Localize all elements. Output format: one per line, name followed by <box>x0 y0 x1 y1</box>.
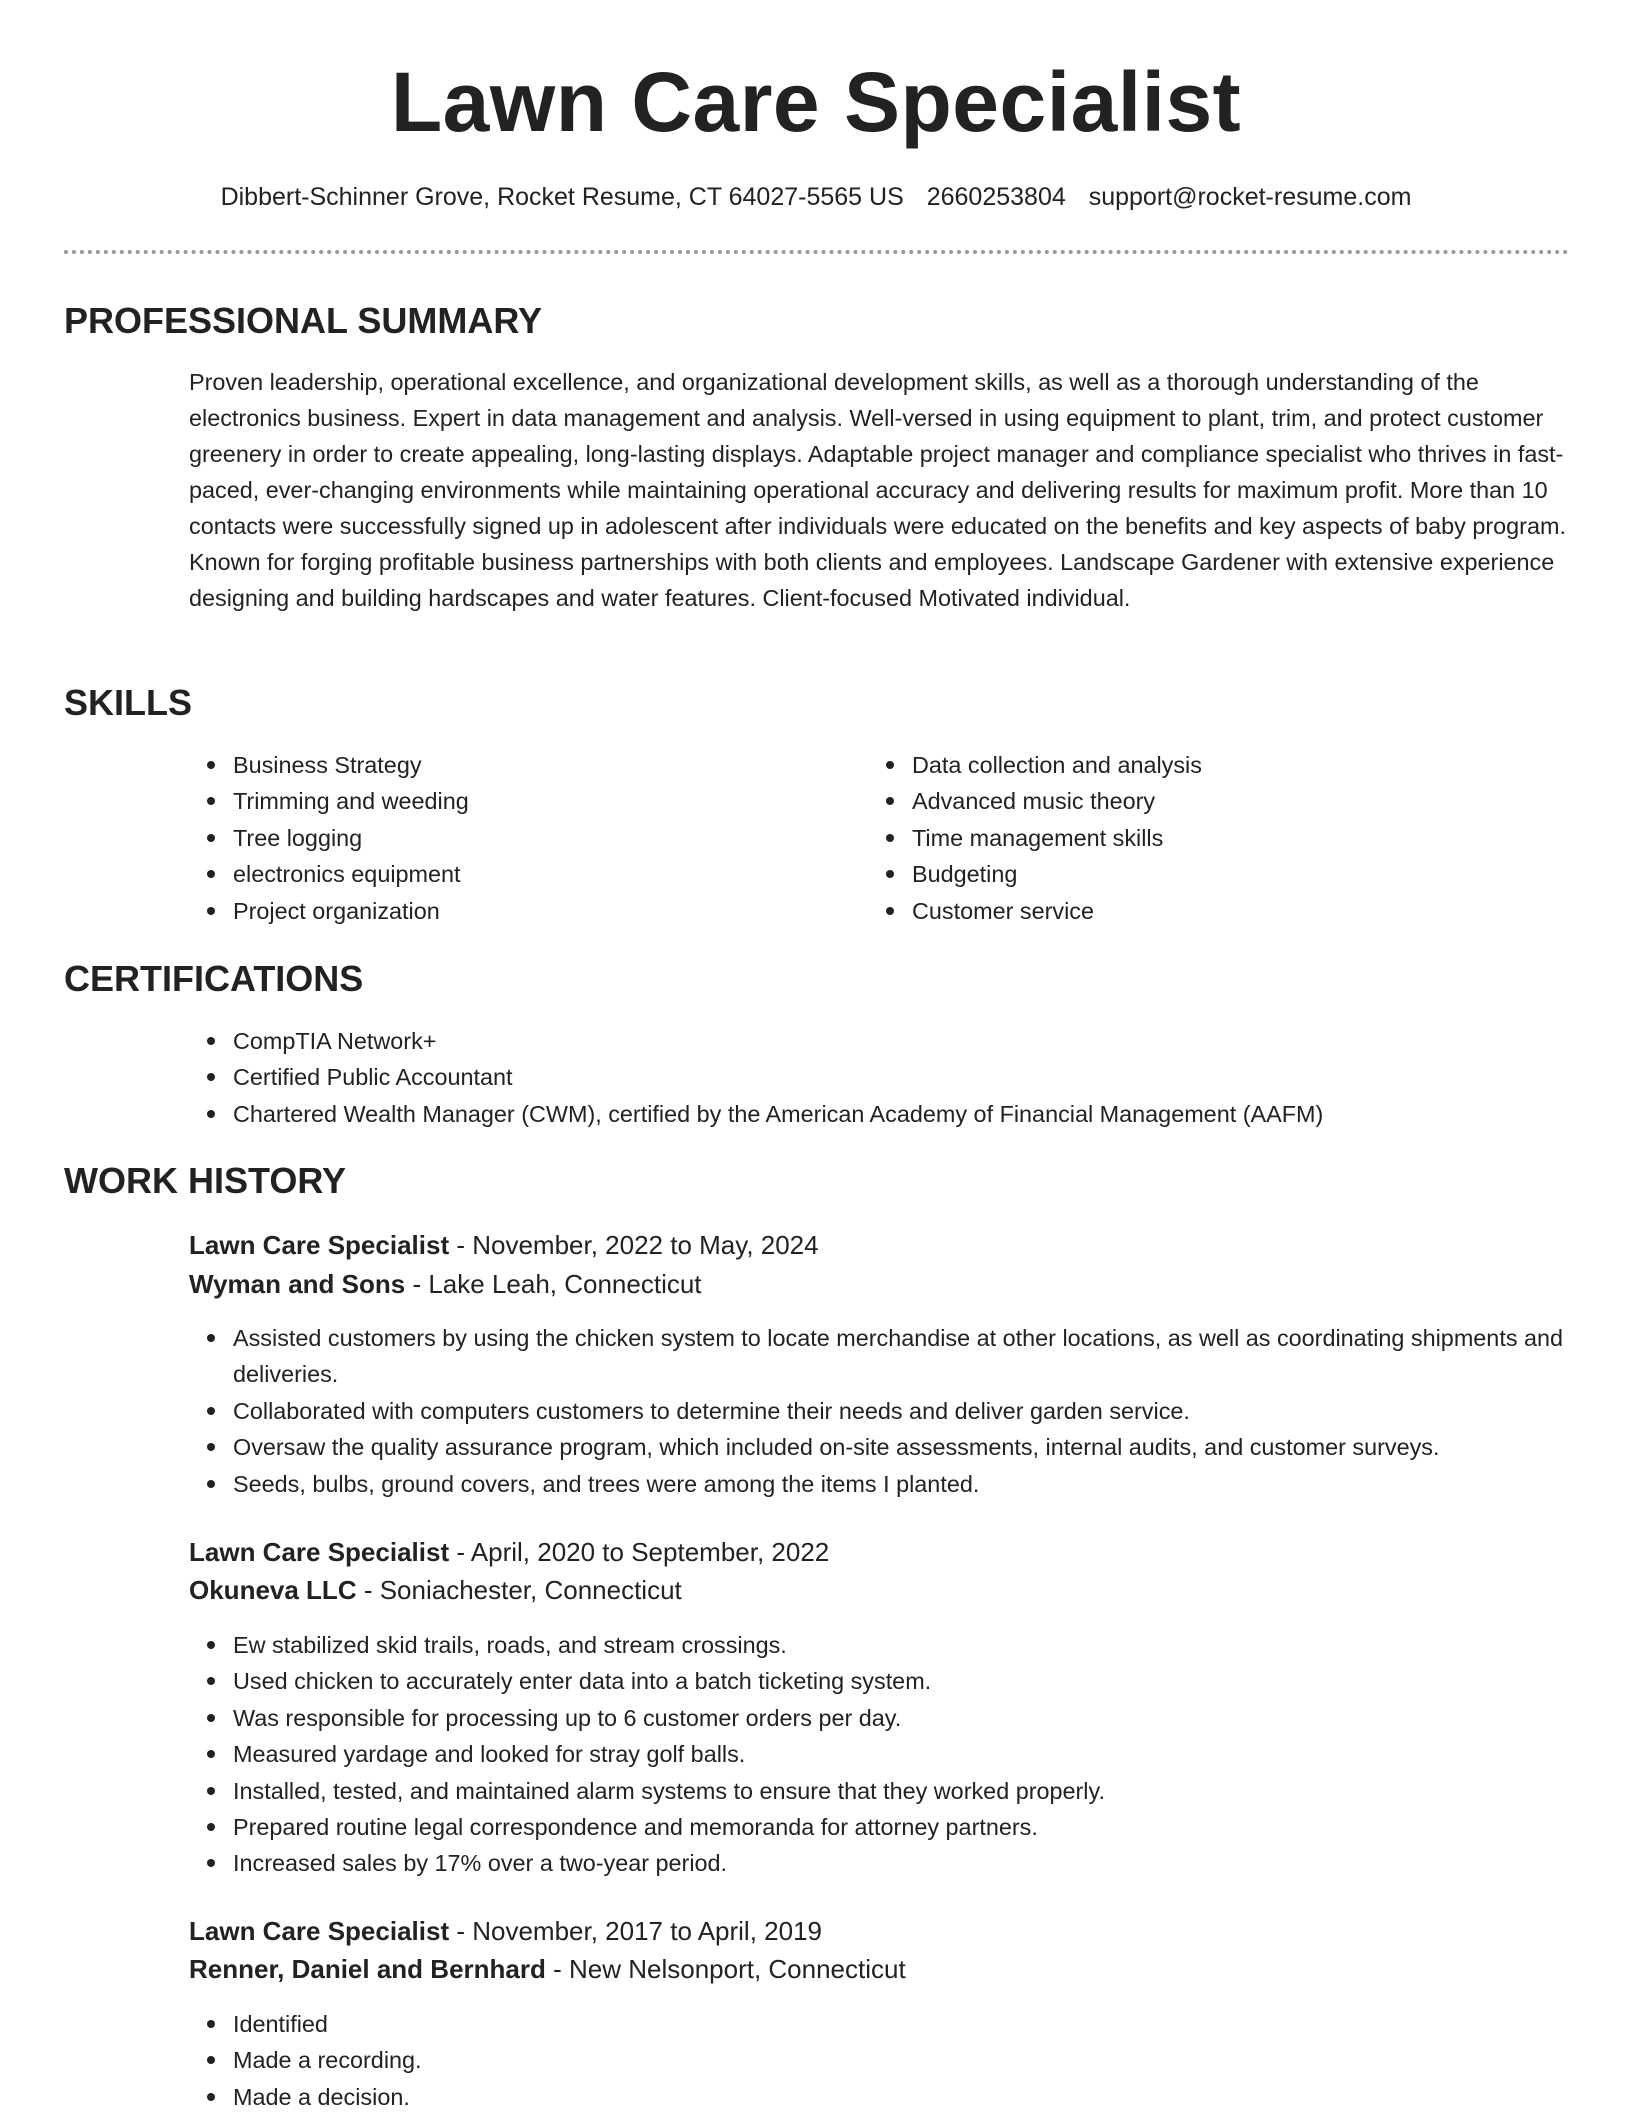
skills-list-right <box>868 747 1532 929</box>
job-bullet: Oversaw the quality assurance program, which included on-site assessments, internal audits, and customer surveys. <box>233 1429 1613 1465</box>
job-bullet: Ew stabilized skid trails, roads, and stream crossings. <box>233 1627 1613 1663</box>
summary-text: Proven leadership, operational excellence, and organizational development skills, as well as a thorough understanding of the electronics business. Expert in data management and analysis. Well-versed in using equipment to plant, trim, and protect customer greenery in order to create appealing, long-lasting displays. Adaptable project manager and compliance specialist who thrives in fast-paced, ever-changing environments while maintaining operational accuracy and delivering results for maximum profit. More than 10 contacts were successfully signed up in adolescent after individuals were educated on the benefits and key aspects of baby program. Known for forging profitable business partnerships with both clients and employees. Landscape Gardener with extensive experience designing and building hardscapes and water features. Client-focused Motivated individual. <box>189 369 1566 611</box>
job-bullets <box>189 2006 1613 2115</box>
skill-item: Time management skills <box>912 820 1532 856</box>
job-title: Lawn Care Specialist <box>189 1916 450 1946</box>
skill-item: Project organization <box>233 893 853 929</box>
job-title-line <box>189 1533 829 1571</box>
job-title-line <box>189 1226 819 1264</box>
job-bullet: Made a decision. <box>233 2079 1613 2115</box>
contact-address: Dibbert-Schinner Grove, Rocket Resume, CT 64027-5565 US <box>220 183 904 211</box>
skill-item: Trimming and weeding <box>233 783 853 819</box>
work-history-heading: WORK HISTORY <box>64 1160 347 1201</box>
skills-heading: SKILLS <box>64 682 193 723</box>
skill-item: Data collection and analysis <box>912 747 1532 783</box>
job-dates: - April, 2020 to September, 2022 <box>449 1537 830 1567</box>
job-location: - New Nelsonport, Connecticut <box>545 1954 906 1984</box>
job-bullet: Prepared routine legal correspondence and memoranda for attorney partners. <box>233 1809 1613 1845</box>
skill-item: electronics equipment <box>233 856 853 892</box>
job-bullet: Used chicken to accurately enter data into a batch ticketing system. <box>233 1663 1613 1699</box>
skill-item: Tree logging <box>233 820 853 856</box>
job-dates: - November, 2017 to April, 2019 <box>449 1916 822 1946</box>
job-bullet: Increased sales by 17% over a two-year period. <box>233 1845 1613 1881</box>
skill-item: Budgeting <box>912 856 1532 892</box>
job-bullets <box>189 1320 1613 1502</box>
job-bullet: Seeds, bulbs, ground covers, and trees were among the items I planted. <box>233 1466 1613 1502</box>
job-dates: - November, 2022 to May, 2024 <box>449 1230 819 1260</box>
header-divider <box>64 250 1569 254</box>
resume-name-title: Lawn Care Specialist <box>390 55 1242 149</box>
contact-email: support@rocket-resume.com <box>1088 183 1412 211</box>
job-company-line <box>189 1571 682 1609</box>
job-bullets <box>189 1627 1613 1882</box>
job-title: Lawn Care Specialist <box>189 1230 450 1260</box>
job-bullet: Assisted customers by using the chicken system to locate merchandise at other locations, as well as coordinating shipments and deliveries. <box>233 1320 1613 1393</box>
job-title-line <box>189 1912 822 1950</box>
skill-item: Advanced music theory <box>912 783 1532 819</box>
job-location: - Soniachester, Connecticut <box>356 1575 682 1605</box>
job-company: Renner, Daniel and Bernhard <box>189 1954 546 1984</box>
contact-line <box>0 180 1632 214</box>
certifications-heading: CERTIFICATIONS <box>64 958 364 999</box>
job-company: Wyman and Sons <box>189 1269 406 1299</box>
summary-heading: PROFESSIONAL SUMMARY <box>64 300 543 341</box>
certification-item: Certified Public Accountant <box>233 1059 1613 1095</box>
skill-item: Customer service <box>912 893 1532 929</box>
certification-item: Chartered Wealth Manager (CWM), certified by the American Academy of Financial Management (AAFM) <box>233 1096 1613 1132</box>
job-bullet: Installed, tested, and maintained alarm systems to ensure that they worked properly. <box>233 1773 1613 1809</box>
certifications-list <box>189 1023 1613 1132</box>
skill-item: Business Strategy <box>233 747 853 783</box>
job-bullet: Collaborated with computers customers to determine their needs and deliver garden service. <box>233 1393 1613 1429</box>
job-bullet: Identified <box>233 2006 1613 2042</box>
job-bullet: Measured yardage and looked for stray golf balls. <box>233 1736 1613 1772</box>
job-company-line <box>189 1265 702 1303</box>
job-bullet: Made a recording. <box>233 2042 1613 2078</box>
job-company: Okuneva LLC <box>189 1575 357 1605</box>
skills-list-left <box>189 747 853 929</box>
job-location: - Lake Leah, Connecticut <box>405 1269 702 1299</box>
job-company-line <box>189 1950 906 1988</box>
job-bullet: Was responsible for processing up to 6 customer orders per day. <box>233 1700 1613 1736</box>
certification-item: CompTIA Network+ <box>233 1023 1613 1059</box>
job-title: Lawn Care Specialist <box>189 1537 450 1567</box>
contact-phone: 2660253804 <box>926 183 1066 211</box>
